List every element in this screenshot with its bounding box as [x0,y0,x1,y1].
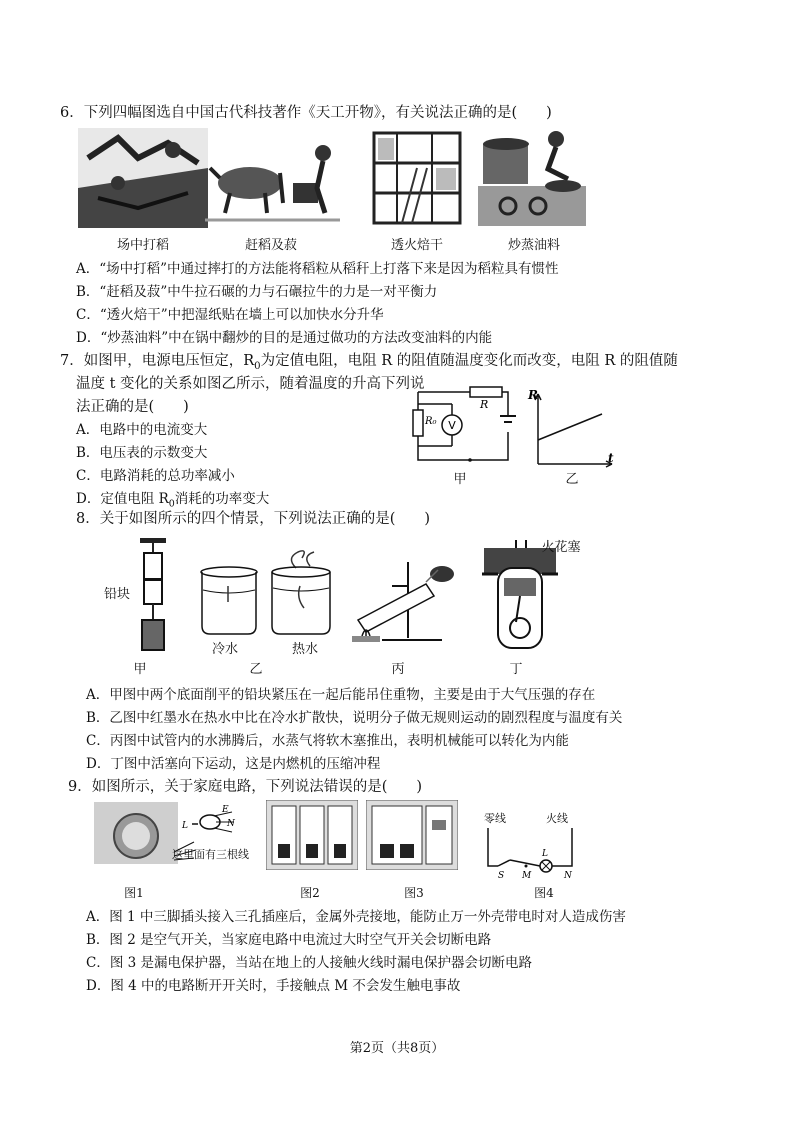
q7-graph-y-label: R [528,388,538,402]
q6-caption-3: 透火焙干 [390,238,443,253]
q9-caption-fig4: 图4 [534,886,554,900]
q8-option-a: A．甲图中两个底面削平的铅块紧压在一起后能吊住重物，主要是由于大气压强的存在 [86,687,596,703]
q9-live-wire-label: 火线 [546,812,568,825]
q9-stem: 9．如图所示，关于家庭电路，下列说法错误的是( ) [68,779,423,795]
q8-image-engine [480,540,560,652]
q7-graph-x-label: t [608,451,614,465]
page-footer: 第2页（共8页） [349,1041,445,1056]
q6-image-drying-wall [372,128,462,228]
q6-caption-4: 炒蒸油料 [507,238,560,253]
q6-image-frying-oil [478,124,586,228]
q9-image-air-switch [266,800,358,870]
q8-lead-label: 铅块 [104,587,131,602]
q6-stem: 6．下列四幅图选自中国古代科技著作《天工开物》，有关说法正确的是( ) [60,105,552,121]
q8-caption-yi: 乙 [249,662,263,677]
q8-caption-bing: 丙 [391,662,405,677]
q7-stem-line3: 法正确的是( ) [76,399,189,415]
q7-option-c: C．电路消耗的总功率减小 [76,468,235,484]
q9-plug-n-label: N [227,819,235,829]
q8-image-hot-water [266,546,338,638]
q7-circuit-caption: 甲 [453,472,467,487]
q8-cold-water-label: 冷水 [211,642,238,657]
q6-caption-1: 场中打稻 [116,238,169,253]
q6-option-d: D．“炒蒸油料”中在锅中翻炒的目的是通过做功的方法改变油料的内能 [76,330,493,346]
q7-stem-line1: 7．如图甲，电源电压恒定，$R_0$为定值电阻，电阻 R 的阻值随温度变化而改变，电阻 R 的阻值随 [60,353,678,372]
q8-hot-water-label: 热水 [291,642,318,657]
q9-caption-fig1: 图1 [124,886,144,900]
q6-image-ox-roller [205,128,340,228]
q8-option-d: D．丁图中活塞向下运动，这是内燃机的压缩冲程 [86,756,381,772]
q9-plug-l-label: L [182,821,188,831]
q8-stem: 8．关于如图所示的四个情景，下列说法正确的是( ) [76,511,431,527]
q8-caption-jia: 甲 [133,662,147,677]
q9-caption-fig2: 图2 [300,886,320,900]
q8-caption-ding: 丁 [509,662,523,677]
q8-option-b: B．乙图中红墨水在热水中比在冷水扩散快，说明分子做无规则运动的剧烈程度与温度有关 [86,710,623,726]
q6-caption-2: 赶稻及菽 [244,238,297,253]
q7-resistance-temperature-graph [526,384,618,468]
q8-image-cold-water [196,562,262,638]
q7-stem-line2: 温度 t 变化的关系如图乙所示，随着温度的升高下列说 [76,376,425,392]
q9-plug-e-label: E [222,805,229,815]
q7-option-b: B．电压表的示数变大 [76,445,208,461]
q8-image-test-tube [338,556,468,648]
q7-voltmeter-label: V [448,419,456,432]
q9-fig4-l-label: L [542,849,548,859]
q9-image-leakage-protector [366,800,458,870]
q6-option-a: A．“场中打稻”中通过摔打的方法能将稻粒从稻秆上打落下来是因为稻粒具有惯性 [76,261,559,277]
q6-image-threshing [78,128,208,228]
q9-neutral-wire-label: 零线 [484,812,506,825]
q7-option-d: D．定值电阻 $R_0$消耗的功率变大 [76,491,270,510]
q9-fig4-n-label: N [564,871,572,878]
q9-option-d: D．图 4 中的电路断开开关时，手接触点 M 不会发生触电事故 [86,978,461,994]
q9-fig4-m-label: M [522,871,532,878]
q6-option-b: B．“赶稻及菽”中牛拉石碾的力与石碾拉牛的力是一对平衡力 [76,284,438,300]
q7-r0-label: R₀ [425,416,437,427]
q9-option-a: A．图 1 中三脚插头接入三孔插座后，金属外壳接地，能防止万一外壳带电时对人造成伤害 [86,909,626,925]
q9-three-wires-note: 这里面有三根线 [172,848,249,861]
q7-graph-caption: 乙 [565,472,579,487]
q8-option-c: C．丙图中试管内的水沸腾后，水蒸气将软木塞推出，表明机械能可以转化为内能 [86,733,569,749]
q7-option-a: A．电路中的电流变大 [76,422,208,438]
q9-fig4-s-label: S [498,871,505,878]
q7-r-label: R [480,398,489,411]
q6-option-c: C．“透火焙干”中把湿纸贴在墙上可以加快水分升华 [76,307,384,323]
q9-caption-fig3: 图3 [404,886,424,900]
q9-option-b: B．图 2 是空气开关，当家庭电路中电流过大时空气开关会切断电路 [86,932,492,948]
q9-option-c: C．图 3 是漏电保护器，当站在地上的人接触火线时漏电保护器会切断电路 [86,955,533,971]
q8-spark-plug-label: 火花塞 [541,540,581,555]
